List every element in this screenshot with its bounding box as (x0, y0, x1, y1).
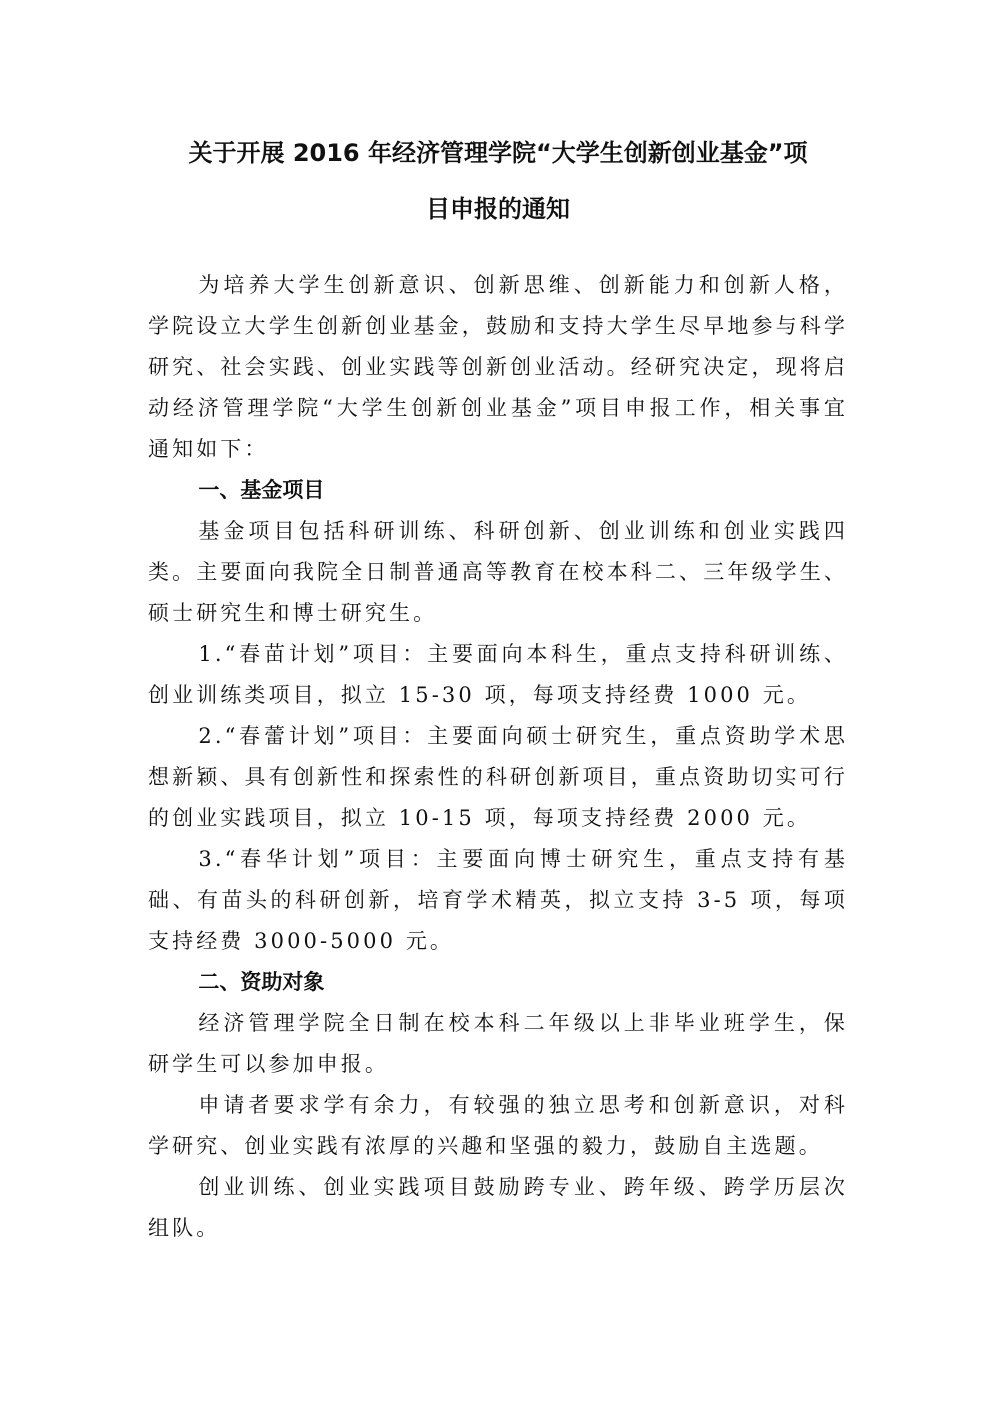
title-line-1: 关于开展 2016 年经济管理学院“大学生创新创业基金”项 (188, 139, 808, 167)
intro-paragraph: 为培养大学生创新意识、创新思维、创新能力和创新人格，学院设立大学生创新创业基金，鼓励和支持大学生尽早地参与科学研究、社会实践、创业实践等创新创业活动。经研究决定，现将启动经济管理学院“大学生创新创业基金”项目申报工作，相关事宜通知如下： (148, 273, 848, 461)
section-heading-fund-projects: 一、基金项目 (198, 478, 325, 502)
list-item-spring-bloom: 3.“春华计划”项目：主要面向博士研究生，重点支持有基础、有苗头的科研创新，培育学术精英，拟立支持 3-5 项，每项支持经费 3000-5000 元。 (148, 847, 848, 953)
section-heading-eligibility: 二、资助对象 (198, 970, 325, 994)
paragraph: 创业训练、创业实践项目鼓励跨专业、跨年级、跨学历层次组队。 (148, 1175, 848, 1240)
title-line-2: 目申报的通知 (426, 195, 570, 223)
paragraph: 申请者要求学有余力，有较强的独立思考和创新意识，对科学研究、创业实践有浓厚的兴趣和坚强的毅力，鼓励自主选题。 (148, 1093, 848, 1158)
paragraph: 经济管理学院全日制在校本科二年级以上非毕业班学生，保研学生可以参加申报。 (148, 1011, 848, 1076)
document-body (148, 265, 848, 1249)
list-item-spring-bud: 2.“春蕾计划”项目：主要面向硕士研究生，重点资助学术思想新颖、具有创新性和探索性的科研创新项目，重点资助切实可行的创业实践项目，拟立 10-15 项，每项支持经费 2000 元。 (148, 724, 848, 830)
paragraph: 基金项目包括科研训练、科研创新、创业训练和创业实践四类。主要面向我院全日制普通高等教育在校本科二、三年级学生、硕士研究生和博士研究生。 (148, 519, 848, 625)
list-item-spring-seedling: 1.“春苗计划”项目：主要面向本科生，重点支持科研训练、创业训练类项目，拟立 15-30 项，每项支持经费 1000 元。 (148, 642, 848, 707)
document-title (148, 125, 848, 237)
